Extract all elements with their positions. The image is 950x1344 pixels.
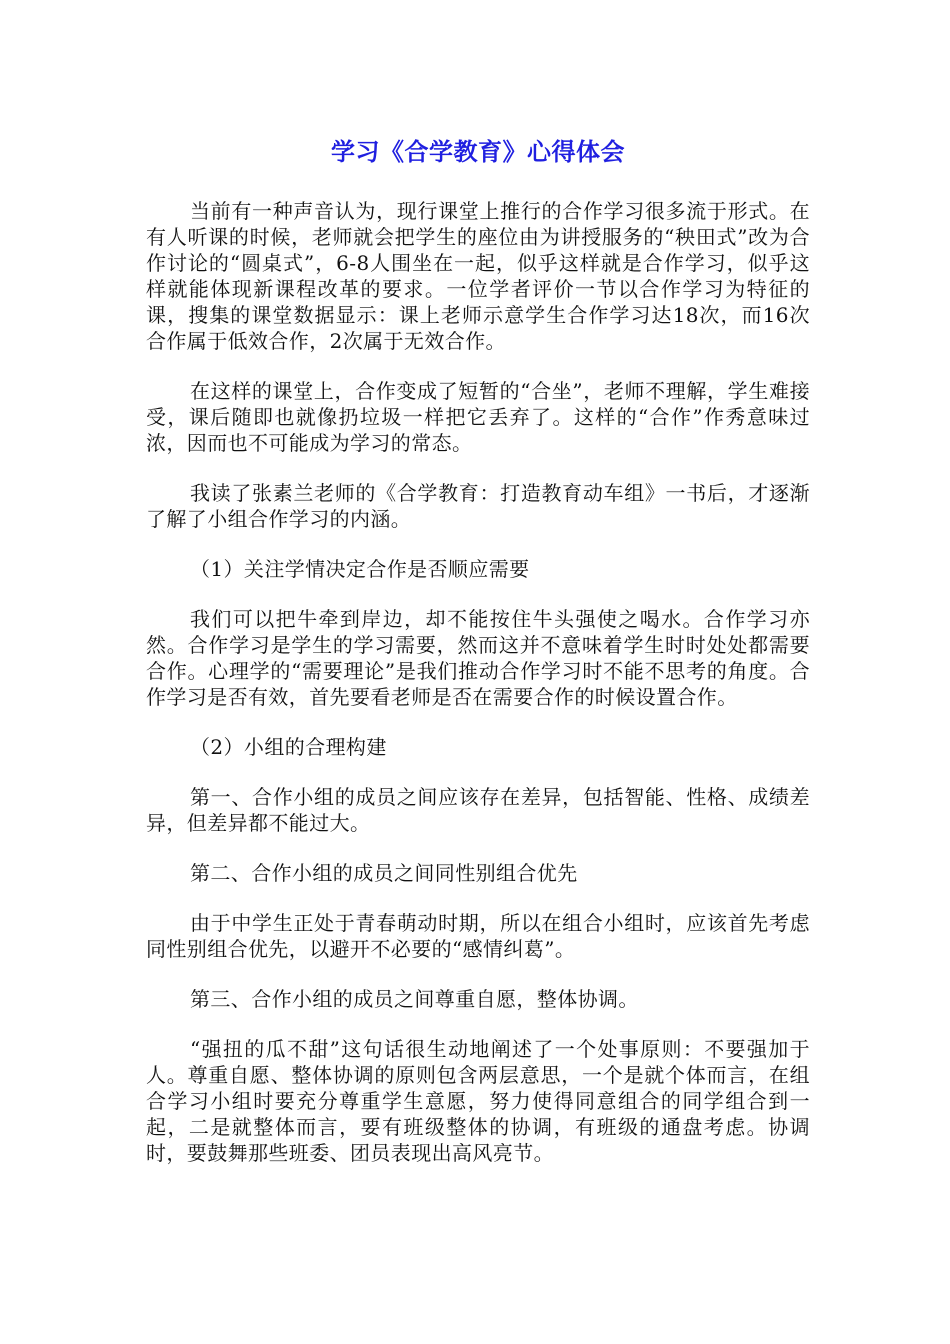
- paragraph-book: 我读了张素兰老师的《合学教育：打造教育动车组》一书后，才逐渐了解了小组合作学习的内涵。: [146, 481, 810, 531]
- paragraph-gender: 由于中学生正处于青春萌动时期，所以在组合小组时，应该首先考虑同性别组合优先，以避开不必要的“感情纠葛”。: [146, 911, 810, 961]
- paragraph-voluntary: “强扭的瓜不甜”这句话很生动地阐述了一个处事原则：不要强加于人。尊重自愿、整体协调的原则包含两层意思，一个是就个体而言，在组合学习小组时要充分尊重学生意愿，努力使得同意组合的同学组合到一起，二是就整体而言，要有班级整体的协调，有班级的通盘考虑。协调时，要鼓舞那些班委、团员表现出高风亮节。: [146, 1037, 810, 1165]
- section-heading-1: （1）关注学情决定合作是否顺应需要: [190, 557, 530, 581]
- document-title: 学习《合学教育》心得体会: [331, 138, 625, 166]
- paragraph-first: 第一、合作小组的成员之间应该存在差异，包括智能、性格、成绩差异，但差异都不能过大。: [146, 785, 810, 835]
- paragraph-second: 第二、合作小组的成员之间同性别组合优先: [190, 861, 578, 885]
- paragraph-needs: 我们可以把牛牵到岸边，却不能按住牛头强使之喝水。合作学习亦然。合作学习是学生的学习需要，然而这并不意味着学生时时处处都需要合作。心理学的“需要理论”是我们推动合作学习时不能不思考的角度。合作学习是否有效，首先要看老师是否在需要合作的时候设置合作。: [146, 607, 810, 709]
- section-heading-2: （2）小组的合理构建: [190, 735, 387, 759]
- document-body: [146, 198, 810, 1190]
- paragraph-intro: 当前有一种声音认为，现行课堂上推行的合作学习很多流于形式。在有人听课的时候，老师就会把学生的座位由为讲授服务的“秧田式”改为合作讨论的“圆桌式”，6-8人围坐在一起，似乎这样就是合作学习，似乎这样就能体现新课程改革的要求。一位学者评价一节以合作学习为特征的课，搜集的课堂数据显示：课上老师示意学生合作学习达18次，而16次合作属于低效合作，2次属于无效合作。: [146, 199, 810, 353]
- paragraph-third: 第三、合作小组的成员之间尊重自愿，整体协调。: [190, 987, 639, 1011]
- paragraph-classroom: 在这样的课堂上，合作变成了短暂的“合坐”，老师不理解，学生难接受，课后随即也就像扔垃圾一样把它丢弃了。这样的“合作”作秀意味过浓，因而也不可能成为学习的常态。: [146, 379, 810, 455]
